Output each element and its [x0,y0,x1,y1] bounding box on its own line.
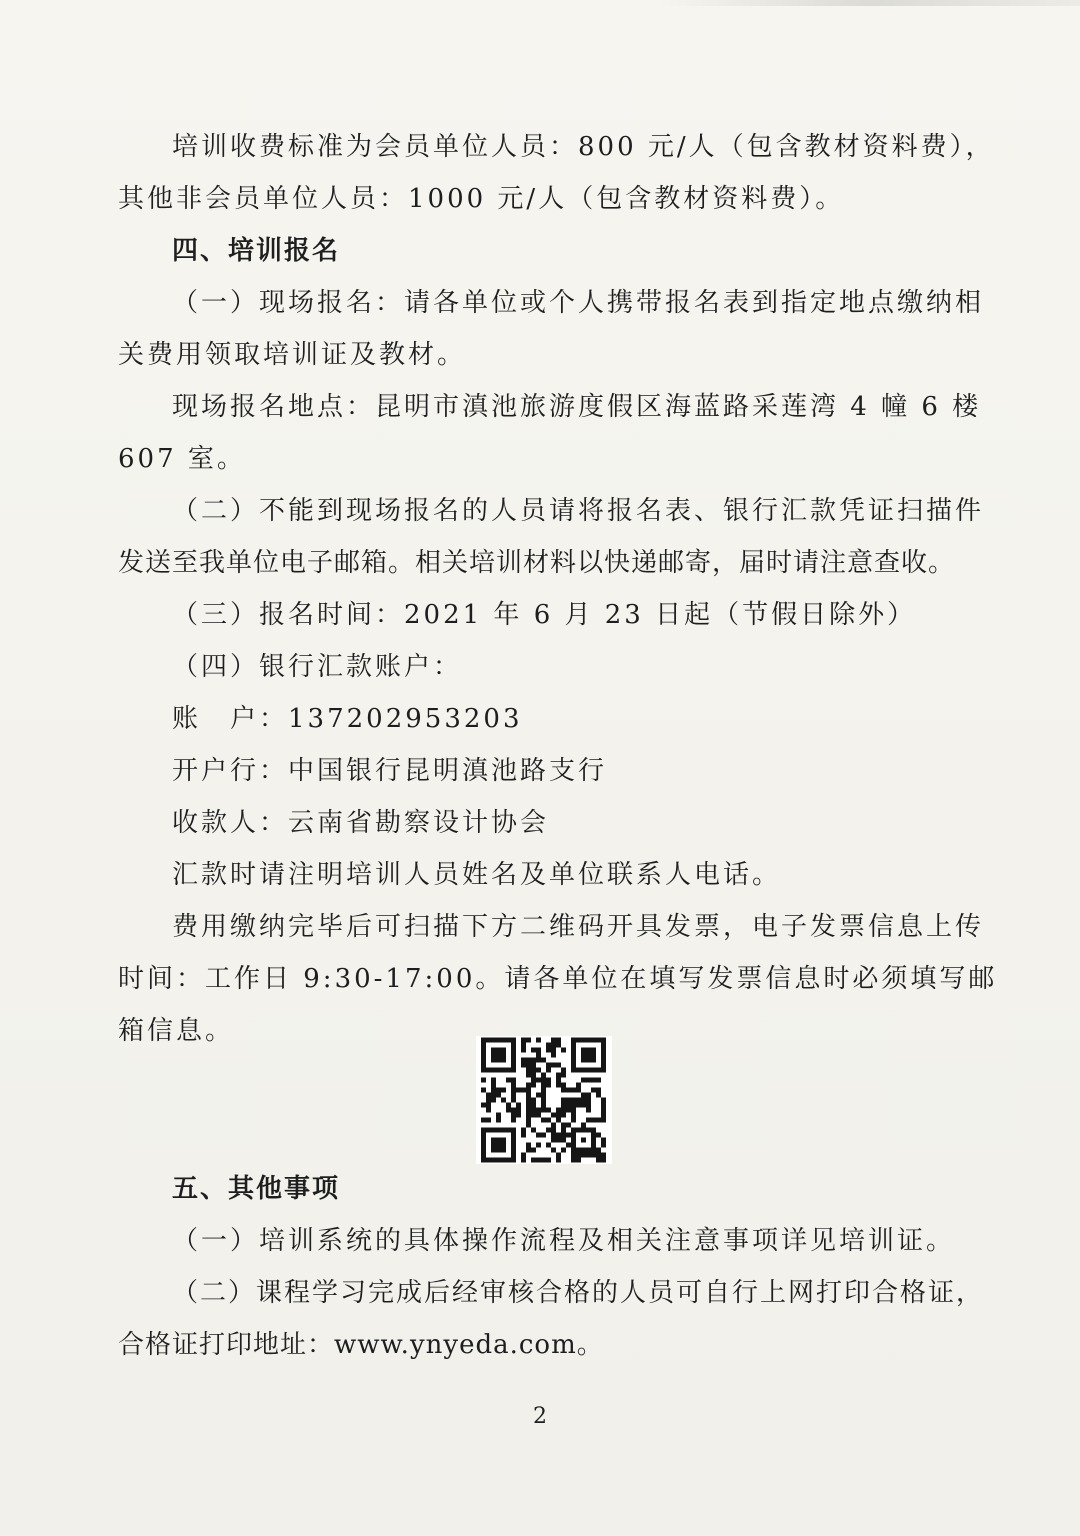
scan-edge-mark [660,0,1080,6]
registration-time: （三）报名时间：2021 年 6 月 23 日起（节假日除外） [172,600,917,630]
other-matters-line-2: （二）课程学习完成后经审核合格的人员可自行上网打印合格证， [172,1278,985,1308]
qr-code-icon[interactable] [476,1036,612,1164]
invoice-line-2: 时间：工作日 9:30-17:00。请各单位在填写发票信息时必须填写邮 [118,964,998,994]
invoice-line-1: 费用缴纳完毕后可扫描下方二维码开具发票，电子发票信息上传 [172,912,985,942]
bank-account-heading: （四）银行汇款账户： [172,652,463,682]
section-5-heading: 五、其他事项 [172,1174,341,1204]
payee: 收款人：云南省勘察设计协会 [172,808,550,838]
onsite-registration-line-1: （一）现场报名：请各单位或个人携带报名表到指定地点缴纳相 [172,288,985,318]
remote-registration-line-2: 发送至我单位电子邮箱。相关培训材料以快递邮寄，届时请注意查收。 [118,548,956,578]
fee-line-2: 其他非会员单位人员：1000 元/人（包含教材资料费）。 [118,184,845,214]
section-4-heading: 四、培训报名 [172,236,341,266]
onsite-location-line-1: 现场报名地点：昆明市滇池旅游度假区海蓝路采莲湾 4 幢 6 楼 [172,392,982,422]
bank-branch: 开户行：中国银行昆明滇池路支行 [172,756,608,786]
other-matters-line-3: 合格证打印地址：www.ynyeda.com。 [118,1330,604,1360]
remote-registration-line-1: （二）不能到现场报名的人员请将报名表、银行汇款凭证扫描件 [172,496,985,526]
fee-line-1: 培训收费标准为会员单位人员：800 元/人（包含教材资料费）， [172,132,995,162]
onsite-registration-line-2: 关费用领取培训证及教材。 [118,340,467,370]
qr-code-graphic [476,1036,612,1164]
other-matters-line-1: （一）培训系统的具体操作流程及相关注意事项详见培训证。 [172,1226,956,1256]
remittance-note: 汇款时请注明培训人员姓名及单位联系人电话。 [172,860,782,890]
onsite-location-line-2: 607 室。 [118,444,246,474]
page-number: 2 [533,1404,547,1429]
account-number: 账 户：137202953203 [172,704,523,734]
invoice-line-3: 箱信息。 [118,1016,235,1046]
